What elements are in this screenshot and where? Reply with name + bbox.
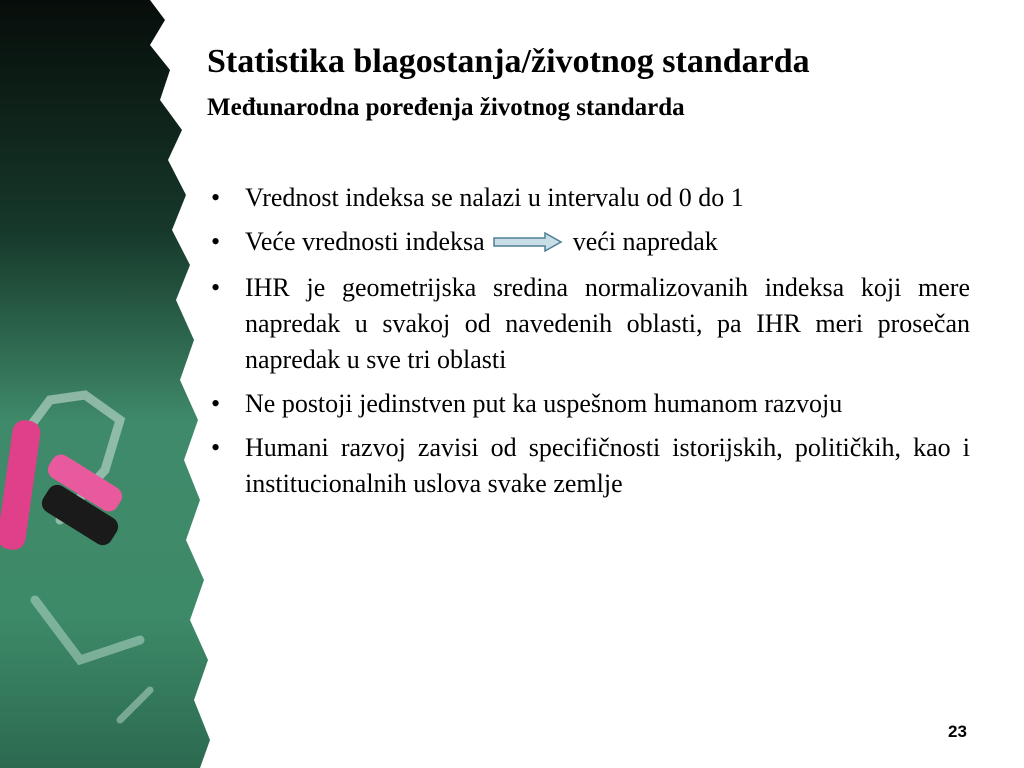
bullet-icon: • bbox=[211, 227, 221, 256]
bullet-icon: • bbox=[211, 273, 221, 303]
bullet-item bbox=[207, 224, 970, 262]
bullet-icon: • bbox=[211, 183, 221, 212]
bullet-text: IHR je geometrijska sredina normalizovanih indeksa koji mere napredak u svakoj od navedenih oblasti, pa IHR meri prosečan napredak u sve tri oblasti bbox=[245, 273, 970, 375]
page-number: 23 bbox=[948, 722, 967, 741]
chalkboard-illustration bbox=[0, 0, 215, 768]
bullet-text: Vrednost indeksa se nalazi u intervalu od 0 do 1 bbox=[245, 183, 744, 212]
bullet-item bbox=[207, 270, 970, 378]
bullet-text-before-arrow: Veće vrednosti indeksa bbox=[245, 227, 485, 256]
slide-title: Statistika blagostanja/životnog standarda bbox=[207, 43, 810, 80]
bullet-item bbox=[207, 386, 970, 422]
chalkboard-decoration bbox=[0, 0, 215, 768]
slide-subtitle: Međunarodna poređenja životnog standarda bbox=[207, 94, 685, 121]
bullet-text: Humani razvoj zavisi od specifičnosti istorijskih, političkih, kao i institucionalnih uslova svake zemlje bbox=[245, 433, 970, 499]
bullet-item bbox=[207, 430, 970, 502]
bullet-item bbox=[207, 180, 970, 216]
bullet-list bbox=[207, 180, 970, 510]
bullet-text-after-arrow: veći napredak bbox=[572, 227, 718, 256]
bullet-icon: • bbox=[211, 433, 221, 463]
bullet-icon: • bbox=[211, 389, 221, 419]
right-arrow-icon bbox=[493, 226, 563, 262]
bullet-text: Ne postoji jedinstven put ka uspešnom humanom razvoju bbox=[245, 389, 843, 419]
